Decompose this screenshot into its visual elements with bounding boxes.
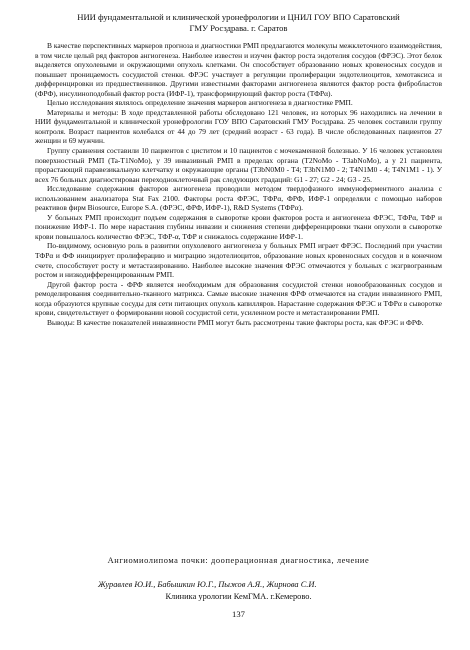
paragraph-groups: Группу сравнения составили 10 пациентов с циститом и 10 пациентов с мочекаменной болезнью. У 16 человек установлен поверхностный РМП (Ta-T1NoMo), у 39 инвазивный РМП в пределах органа (T2NoMo - T3abNoMo), а у 21 пациента, прорастающий паравезикальную клетчатку и окружающие органы (T3bN0M0 - T4; T3bN1M0 - 2; T4N1M0 - 4; T4N1M1 - 1). У всех 76 больных диагностирован переходноклеточный рак следующих градаций: G1 - 27; G2 - 24; G3 - 25.: [35, 146, 442, 184]
paragraph-aim: Целью исследования являлось определение значения маркеров ангиогенеза в диагностике РМП.: [47, 98, 353, 108]
paragraph-conclusions: Выводы: В качестве показателей инвазивности РМП могут быть рассмотрены такие факторы роста, как ФРЭС и ФРФ.: [47, 317, 424, 327]
article-body: [35, 41, 442, 327]
paragraph-analysis: Исследование содержания факторов ангиогенеза проводили методом твердофазного иммуноферментного анализа с использованием анализатора Stat Fax 2100. Факторы роста ФРЭС, ТФРα, ФРФ, ИФР-1 определяли с помощью наборов реактивов фирм Biosource, Europe S.A. (ФРЭС, ФРФ, ИФР-1), R&D Systems (ТФРα).: [35, 184, 442, 213]
document-page: [35, 12, 442, 327]
paragraph-fgf: Другой фактор роста - ФРФ является необходимым для образования сосудистой стенки новообразованных сосудов и ремоделирования соединительно-тканного матрикса. Самые высокие значения ФРФ отмечаются на стадии инвазивного РМП, когда образуются крупные сосуды для сети питающих опухоль капилляров. Нарастание содержания ФРЭС и ТФРα в сыворотке крови, свидетельствует о формировании новой сосудистой сети, усиленном росте и метастазировании РМП.: [35, 279, 442, 318]
paragraph-discussion: По-видимому, основную роль в развитии опухолевого ангиогенеза у больных РМП играет ФРЭС. Последний при участии ТФРα и ФФ инициирует пролиферацию и миграцию эндотелиоцитов, образование новых кровеносных сосудов и в конечном счете, способствует росту и метастазированию. Наиболее высокие значения ФРЭС отмечаются у больных с экзгрвогранным ростом и низкодифференцированным РМП.: [35, 241, 442, 280]
paragraph-results: У больных РМП происходит подъем содержания в сыворотке крови факторов роста и ангиогенеза ФРЭС, ТФРα, ТФР и понижение ИФР-1. По мере нарастания глубины инвазии и снижения степени дифференцировки ткани опухоли в сыворотке крови повышалось количество ФРЭС, ТФР-α, ТФР и снижалось содержание ИФР-1.: [35, 212, 442, 241]
affiliation-header: [35, 12, 442, 34]
next-article-affiliation: Клиника урологии КемГМА. г.Кемерово.: [165, 592, 312, 601]
next-article-title: Ангиомиолипома почки: дооперационная диагностика, лечение: [107, 556, 370, 565]
next-article-authors: Журавлев Ю.И., Бабышкин Ю.Г., Пыжов А.Я., Жирнова С.И.: [98, 580, 317, 589]
paragraph-methods: Материалы и методы: В ходе представленной работы обследовано 121 человек, из которых 96 находились на лечении в НИИ фундаментальной и клинической уронефрологии ГОУ ВПО Саратовский ГМУ Росздрава. 25 человек составили группу контроля. Возраст пациентов колебался от 44 до 79 лет (средний возраст - 63 года). В числе обследованных пациентов 27 женщин и 69 мужчин.: [35, 107, 442, 146]
paragraph-intro: В качестве перспективных маркеров прогноза и диагностики РМП предлагаются молекулы межклеточного взаимодействия, в том числе целый ряд факторов ангиогенеза. Наиболее известен и изучен фактор роста эндотелия сосудов (ФРЭС). Этот белок выделяется опухолевыми и окружающими опухоль клетками. Он способствует образованию новых кровеносных сосудов и повышает проницаемость сосудистой стенки. ФРЭС участвует в регуляции пролиферации эндотелиоцитов, хемотаксиса и дифференцировки из предшественников. Другими известными факторами ангиогенеза являются фактор роста фибробластов (ФРФ), инсулиноподобный фактор роста (ИФР-1), трансформирующий фактор роста (ТФРα).: [35, 41, 442, 98]
page-number: 137: [232, 609, 245, 619]
affiliation-line-2: ГМУ Росздрава. г. Саратов: [189, 23, 288, 33]
affiliation-line-1: НИИ фундаментальной и клинической уронефрологии и ЦНИЛ ГОУ ВПО Саратовский: [77, 12, 400, 22]
